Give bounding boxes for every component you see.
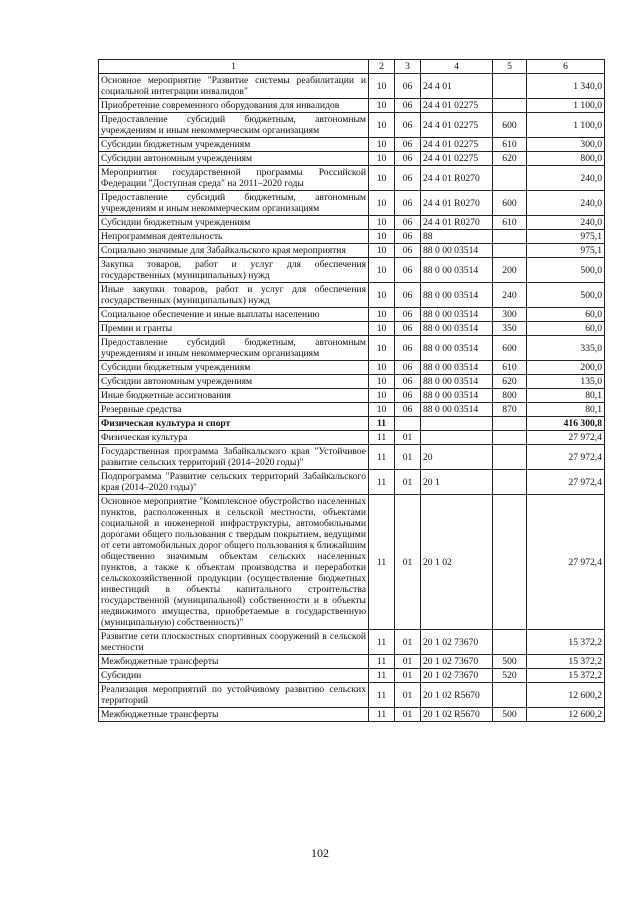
row-section: 10	[369, 336, 395, 361]
row-amount: 500,0	[527, 258, 605, 283]
row-section: 10	[369, 403, 395, 417]
row-section: 10	[369, 74, 395, 99]
row-target-code: 88 0 00 03514	[421, 375, 493, 389]
row-amount: 335,0	[527, 336, 605, 361]
row-section: 11	[369, 630, 395, 655]
header-cell: 1	[99, 60, 369, 74]
table-row	[99, 445, 605, 470]
row-expense-type	[493, 445, 527, 470]
table-row	[99, 113, 605, 138]
row-name: Иные закупки товаров, работ и услуг для обеспечения государственных (муниципальных) нужд	[99, 283, 369, 308]
row-name: Иные бюджетные ассигнования	[99, 389, 369, 403]
row-amount: 416 300,8	[527, 417, 605, 431]
row-expense-type: 620	[493, 375, 527, 389]
row-name: Основное мероприятие "Комплексное обустройство населенных пунктов, расположенных в сельской местности, объектами социальной и инженерной инфраструктуры, автомобильными дорогами общего пользования с твердым покрытием, ведущими от сети автомобильных дорог общего пользования к ближайшим общественно значимым объектам сельских населенных пунктов, а также к объектам производства и переработки сельскохозяйственной продукции (осуществление бюджетных инвестиций в объекты капитального строительства государственной (муниципальной) собственности и в объекты недвижимого имущества, приобретаемые в государственную (муниципальную) собственность)"	[99, 495, 369, 630]
row-expense-type: 500	[493, 708, 527, 722]
row-section: 10	[369, 166, 395, 191]
header-cell: 4	[421, 60, 493, 74]
row-section: 11	[369, 445, 395, 470]
row-subsection: 06	[395, 336, 421, 361]
row-expense-type: 870	[493, 403, 527, 417]
row-target-code: 88 0 00 03514	[421, 403, 493, 417]
table-row	[99, 336, 605, 361]
row-target-code: 88 0 00 03514	[421, 389, 493, 403]
row-target-code: 24 4 01 R0270	[421, 216, 493, 230]
row-name: Предоставление субсидий бюджетным, автономным учреждениям и иным некоммерческим организациям	[99, 191, 369, 216]
table-row	[99, 470, 605, 495]
table-row	[99, 322, 605, 336]
row-section: 11	[369, 683, 395, 708]
row-expense-type: 610	[493, 216, 527, 230]
row-subsection: 06	[395, 166, 421, 191]
row-name: Межбюджетные трансферты	[99, 708, 369, 722]
row-expense-type	[493, 99, 527, 113]
row-expense-type	[493, 431, 527, 445]
row-amount: 27 972,4	[527, 495, 605, 630]
row-name: Субсидии бюджетным учреждениям	[99, 361, 369, 375]
row-section: 11	[369, 669, 395, 683]
row-expense-type: 240	[493, 283, 527, 308]
row-section: 10	[369, 113, 395, 138]
row-amount: 135,0	[527, 375, 605, 389]
row-target-code: 20 1 02 73670	[421, 630, 493, 655]
table-row	[99, 708, 605, 722]
row-target-code: 88 0 00 03514	[421, 308, 493, 322]
row-name: Непрограммная деятельность	[99, 230, 369, 244]
row-name: Субсидии бюджетным учреждениям	[99, 216, 369, 230]
row-name: Социальное обеспечение и иные выплаты населению	[99, 308, 369, 322]
row-name: Субсидии бюджетным учреждениям	[99, 138, 369, 152]
row-target-code	[421, 431, 493, 445]
row-subsection: 06	[395, 244, 421, 258]
row-section: 10	[369, 283, 395, 308]
row-section: 10	[369, 375, 395, 389]
row-subsection: 06	[395, 322, 421, 336]
row-expense-type: 800	[493, 389, 527, 403]
row-name: Премии и гранты	[99, 322, 369, 336]
table-row	[99, 495, 605, 630]
row-amount: 80,1	[527, 403, 605, 417]
row-subsection: 01	[395, 495, 421, 630]
row-subsection: 01	[395, 445, 421, 470]
table-header-row	[99, 60, 605, 74]
row-section: 10	[369, 191, 395, 216]
table-row	[99, 389, 605, 403]
row-amount: 800,0	[527, 152, 605, 166]
row-section: 11	[369, 708, 395, 722]
row-target-code: 20 1 02	[421, 495, 493, 630]
row-amount: 300,0	[527, 138, 605, 152]
row-section: 11	[369, 470, 395, 495]
row-amount: 15 372,2	[527, 655, 605, 669]
header-cell: 3	[395, 60, 421, 74]
row-subsection: 06	[395, 216, 421, 230]
row-name: Предоставление субсидий бюджетным, автономным учреждениям и иным некоммерческим организациям	[99, 336, 369, 361]
row-subsection: 01	[395, 655, 421, 669]
row-name: Развитие сети плоскостных спортивных сооружений в сельской местности	[99, 630, 369, 655]
row-expense-type: 300	[493, 308, 527, 322]
row-expense-type: 620	[493, 152, 527, 166]
header-cell: 5	[493, 60, 527, 74]
row-subsection: 06	[395, 403, 421, 417]
row-name: Мероприятия государственной программы Российской Федерации "Доступная среда" на 2011–2020 годы	[99, 166, 369, 191]
row-section: 10	[369, 308, 395, 322]
row-target-code: 20 1 02 R5670	[421, 708, 493, 722]
header-cell: 6	[527, 60, 605, 74]
row-subsection: 06	[395, 283, 421, 308]
table-row	[99, 417, 605, 431]
row-section: 11	[369, 431, 395, 445]
table-row	[99, 152, 605, 166]
row-expense-type	[493, 495, 527, 630]
table-row	[99, 431, 605, 445]
row-subsection: 06	[395, 74, 421, 99]
table-row	[99, 138, 605, 152]
row-amount: 1 100,0	[527, 113, 605, 138]
row-name: Физическая культура и спорт	[99, 417, 369, 431]
row-amount: 27 972,4	[527, 431, 605, 445]
row-expense-type: 600	[493, 191, 527, 216]
row-section: 10	[369, 244, 395, 258]
row-target-code: 88 0 00 03514	[421, 244, 493, 258]
row-expense-type	[493, 470, 527, 495]
row-target-code: 88 0 00 03514	[421, 258, 493, 283]
row-amount: 1 100,0	[527, 99, 605, 113]
table-row	[99, 403, 605, 417]
row-expense-type	[493, 417, 527, 431]
table-row	[99, 166, 605, 191]
row-amount: 12 600,2	[527, 683, 605, 708]
row-amount: 975,1	[527, 230, 605, 244]
row-subsection: 06	[395, 230, 421, 244]
row-amount: 240,0	[527, 216, 605, 230]
page-number: 102	[311, 846, 329, 860]
row-amount: 500,0	[527, 283, 605, 308]
row-target-code: 88 0 00 03514	[421, 322, 493, 336]
row-expense-type: 610	[493, 138, 527, 152]
row-subsection: 06	[395, 191, 421, 216]
row-target-code: 20 1 02 R5670	[421, 683, 493, 708]
row-amount: 1 340,0	[527, 74, 605, 99]
row-target-code: 24 4 01 02275	[421, 113, 493, 138]
row-name: Основное мероприятие "Развитие системы реабилитации и социальной интеграции инвалидов"	[99, 74, 369, 99]
row-target-code: 24 4 01	[421, 74, 493, 99]
table-row	[99, 191, 605, 216]
table-row	[99, 230, 605, 244]
table-row	[99, 669, 605, 683]
table-row	[99, 216, 605, 230]
row-target-code: 88	[421, 230, 493, 244]
row-subsection: 01	[395, 470, 421, 495]
row-target-code: 20 1 02 73670	[421, 655, 493, 669]
row-expense-type: 610	[493, 361, 527, 375]
table-row	[99, 655, 605, 669]
row-section: 10	[369, 230, 395, 244]
table-row	[99, 308, 605, 322]
row-target-code: 88 0 00 03514	[421, 336, 493, 361]
budget-table	[98, 59, 605, 722]
row-subsection: 01	[395, 683, 421, 708]
row-section: 11	[369, 655, 395, 669]
table-row	[99, 258, 605, 283]
row-section: 10	[369, 152, 395, 166]
row-amount: 12 600,2	[527, 708, 605, 722]
row-subsection: 01	[395, 708, 421, 722]
row-expense-type: 500	[493, 655, 527, 669]
row-expense-type: 600	[493, 336, 527, 361]
row-target-code: 24 4 01 R0270	[421, 191, 493, 216]
row-expense-type	[493, 630, 527, 655]
row-subsection: 01	[395, 669, 421, 683]
row-section: 10	[369, 389, 395, 403]
row-amount: 27 972,4	[527, 470, 605, 495]
row-amount: 15 372,2	[527, 630, 605, 655]
row-subsection: 06	[395, 113, 421, 138]
row-subsection	[395, 417, 421, 431]
row-amount: 27 972,4	[527, 445, 605, 470]
row-name: Подпрограмма "Развитие сельских территорий Забайкальского края (2014–2020 годы)"	[99, 470, 369, 495]
row-subsection: 01	[395, 630, 421, 655]
row-name: Государственная программа Забайкальского края "Устойчивое развитие сельских территорий (2014–2020 годы)"	[99, 445, 369, 470]
row-name: Социально значимые для Забайкальского края мероприятия	[99, 244, 369, 258]
row-section: 11	[369, 417, 395, 431]
row-subsection: 06	[395, 308, 421, 322]
row-target-code: 24 4 01 02275	[421, 138, 493, 152]
row-amount: 240,0	[527, 191, 605, 216]
row-expense-type	[493, 166, 527, 191]
row-expense-type: 520	[493, 669, 527, 683]
row-expense-type: 350	[493, 322, 527, 336]
row-section: 10	[369, 361, 395, 375]
row-expense-type	[493, 683, 527, 708]
row-expense-type	[493, 244, 527, 258]
row-target-code: 24 4 01 02275	[421, 99, 493, 113]
table-row	[99, 683, 605, 708]
table-row	[99, 283, 605, 308]
row-target-code: 20 1	[421, 470, 493, 495]
row-name: Закупка товаров, работ и услуг для обеспечения государственных (муниципальных) нужд	[99, 258, 369, 283]
row-subsection: 06	[395, 99, 421, 113]
row-expense-type: 200	[493, 258, 527, 283]
row-amount: 200,0	[527, 361, 605, 375]
row-subsection: 06	[395, 375, 421, 389]
table-row	[99, 361, 605, 375]
row-subsection: 01	[395, 431, 421, 445]
row-target-code: 88 0 00 03514	[421, 361, 493, 375]
row-section: 10	[369, 322, 395, 336]
row-subsection: 06	[395, 258, 421, 283]
row-name: Физическая культура	[99, 431, 369, 445]
row-section: 10	[369, 258, 395, 283]
row-amount: 80,1	[527, 389, 605, 403]
row-amount: 15 372,2	[527, 669, 605, 683]
table-row	[99, 74, 605, 99]
row-name: Субсидии автономным учреждениям	[99, 152, 369, 166]
row-name: Предоставление субсидий бюджетным, автономным учреждениям и иным некоммерческим организациям	[99, 113, 369, 138]
row-section: 10	[369, 138, 395, 152]
row-amount: 240,0	[527, 166, 605, 191]
table-row	[99, 99, 605, 113]
row-target-code: 88 0 00 03514	[421, 283, 493, 308]
row-name: Субсидии	[99, 669, 369, 683]
row-target-code: 24 4 01 02275	[421, 152, 493, 166]
row-target-code: 20 1 02 73670	[421, 669, 493, 683]
row-expense-type	[493, 230, 527, 244]
row-target-code: 24 4 01 R0270	[421, 166, 493, 191]
row-section: 10	[369, 216, 395, 230]
row-subsection: 06	[395, 138, 421, 152]
row-subsection: 06	[395, 152, 421, 166]
row-name: Реализация мероприятий по устойчивому развитию сельских территорий	[99, 683, 369, 708]
table-row	[99, 244, 605, 258]
row-target-code	[421, 417, 493, 431]
row-amount: 60,0	[527, 322, 605, 336]
row-name: Приобретение современного оборудования для инвалидов	[99, 99, 369, 113]
row-subsection: 06	[395, 389, 421, 403]
row-expense-type: 600	[493, 113, 527, 138]
table-row	[99, 375, 605, 389]
row-name: Межбюджетные трансферты	[99, 655, 369, 669]
row-expense-type	[493, 74, 527, 99]
row-amount: 60,0	[527, 308, 605, 322]
row-section: 11	[369, 495, 395, 630]
row-section: 10	[369, 99, 395, 113]
header-cell: 2	[369, 60, 395, 74]
row-name: Резервные средства	[99, 403, 369, 417]
row-subsection: 06	[395, 361, 421, 375]
table-row	[99, 630, 605, 655]
row-name: Субсидии автономным учреждениям	[99, 375, 369, 389]
row-target-code: 20	[421, 445, 493, 470]
row-amount: 975,1	[527, 244, 605, 258]
